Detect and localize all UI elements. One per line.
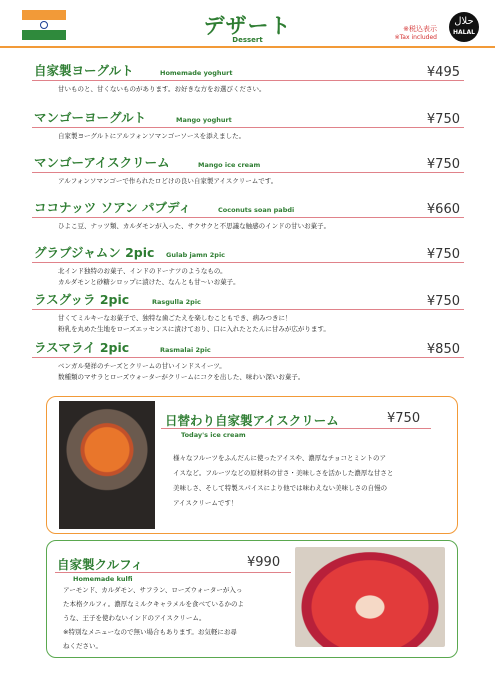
todays-ice-cream-panel (46, 396, 458, 534)
item-description: 北インド独特のお菓子、インドのドーナツのようなもの。 (58, 267, 227, 275)
item-english-name: Rasmalai 2pic (160, 346, 211, 354)
kulfi-panel (46, 540, 458, 658)
special-english-name: Homemade kulfi (73, 575, 133, 583)
item-name: 自家製ヨーグルト (34, 63, 134, 78)
item-english-name: Coconuts soan pabdi (218, 206, 295, 214)
item-name: ココナッツ ソアン パブディ (34, 200, 191, 215)
item-name: グラブジャムン 2pic (34, 245, 155, 260)
page-title: デザート (203, 14, 292, 38)
item-description: 甘くてミルキーなお菓子で、独特な歯ごたえを楽しむこともでき、病みつきに！ (58, 314, 292, 322)
special-description: 様々なフルーツをふんだんに使ったアイスや、濃厚なチョコとミントのア イスなど。フルーツなどの原材料の甘さ・美味しさを活かした濃厚な甘さと 美味しさ、そして特製スパイスにより他では味わえない美味しさの自慢の アイスクリームです！ (173, 454, 394, 507)
menu-item (32, 291, 464, 335)
special-english-name: Today's ice cream (181, 431, 246, 439)
special-divider (55, 572, 291, 573)
item-price: ¥750 (426, 112, 460, 127)
item-description: ベンガル発祥のチーズとクリームの甘いインドスイーツ。 (58, 362, 226, 370)
item-description: アルフォンソマンゴーで作られたロどけの良い自家製アイスクリームです。 (58, 177, 278, 185)
menu-item (32, 154, 464, 187)
header-divider (0, 46, 495, 48)
special-name: 自家製クルフィ (57, 557, 144, 572)
item-price: ¥750 (426, 294, 460, 309)
item-price: ¥850 (426, 342, 460, 357)
item-description: 甘いものと、甘くないものがあります。お好きな方をお選びください。 (58, 85, 266, 93)
item-name: ラスグッラ 2pic (34, 292, 130, 307)
tax-note-jp: ※税込表示 (403, 25, 437, 33)
item-name: マンゴーヨーグルト (34, 110, 147, 125)
item-name: ラスマライ 2pic (34, 340, 130, 355)
special-description: アーモンド、カルダモン、サフラン、ローズウォーターが入っ た本格クルフィ。濃厚なミルクキャラメルを食べているかのよ うな、王子を使わないインドのアイスクリーム。 ※特別なメニューなので無い場合もあります。お気軽にお尋 ねください。 (63, 586, 244, 650)
item-english-name: Mango ice cream (198, 161, 261, 169)
item-english-name: Gulab jamn 2pic (166, 251, 226, 259)
special-price: ¥750 (387, 411, 421, 426)
menu-item (32, 62, 464, 95)
item-description: カルダモンと砂糖シロップに漬けた、なんとも甘～いお菓子。 (58, 278, 240, 286)
special-price: ¥990 (247, 555, 281, 570)
item-english-name: Rasgulla 2pic (152, 298, 201, 306)
special-name: 日替わり自家製アイスクリーム (165, 413, 339, 428)
menu-item (32, 244, 464, 288)
menu-item (32, 339, 464, 383)
special-divider (161, 428, 431, 429)
tax-note (395, 24, 437, 41)
item-price: ¥660 (426, 202, 460, 217)
item-description: 数種類のマサラとローズウォーターがクリームにコクを出した、味わい深いお菓子。 (58, 373, 305, 381)
page-subtitle: Dessert (232, 36, 263, 44)
item-name: マンゴーアイスクリーム (34, 155, 170, 170)
ice-cream-photo (59, 401, 155, 529)
item-price: ¥750 (426, 247, 460, 262)
halal-badge-icon: حلال HALAL (449, 12, 479, 42)
item-english-name: Mango yoghurt (176, 116, 232, 124)
menu-item (32, 109, 464, 142)
item-description: ひよこ豆、ナッツ類、カルダモンが入った、サクサクと不思議な触感のインドの甘いお菓子。 (58, 222, 331, 230)
item-price: ¥495 (426, 65, 460, 80)
item-description: 粉乳を丸めた生地をローズエッセンスに漬けており、口に入れたとたんに甘みが広がります。 (58, 325, 330, 333)
menu-item (32, 199, 464, 232)
item-english-name: Homemade yoghurt (160, 69, 233, 77)
item-description: 自家製ヨーグルトにアルフォンソマンゴーソースを添えました。 (58, 132, 246, 140)
kulfi-photo (295, 547, 445, 647)
tax-note-en: ※Tax included (394, 34, 437, 41)
item-price: ¥750 (426, 157, 460, 172)
